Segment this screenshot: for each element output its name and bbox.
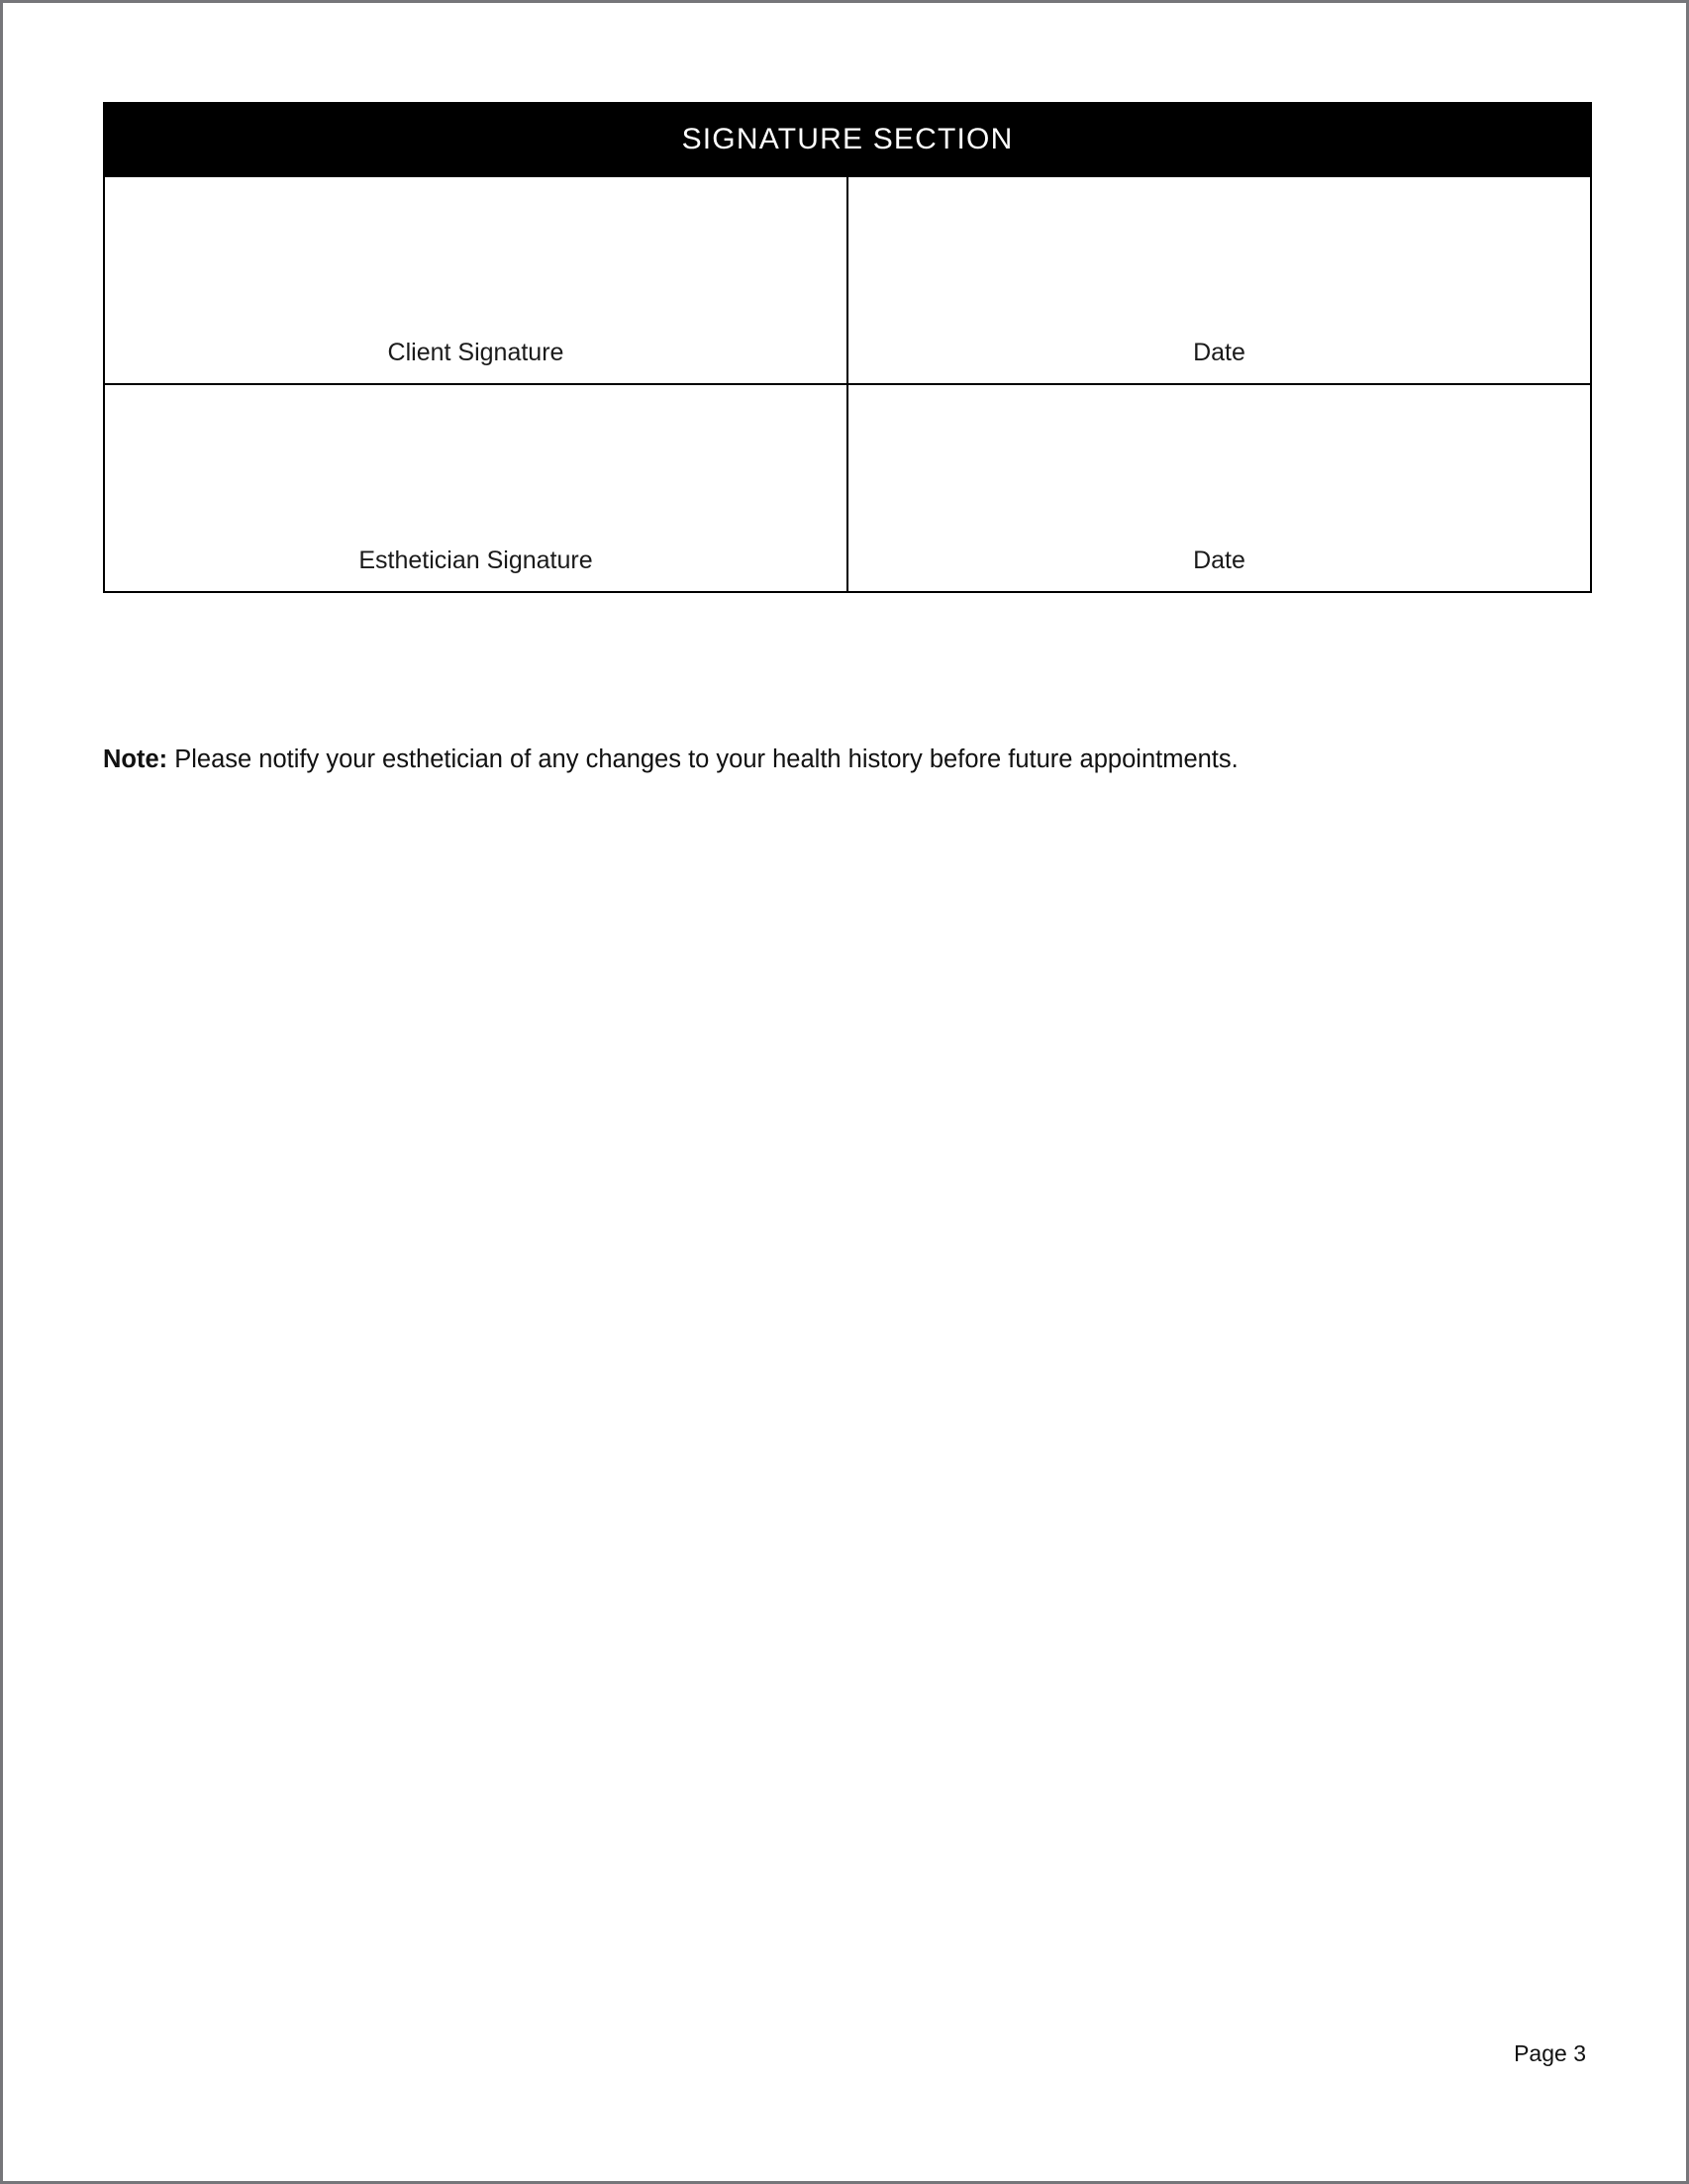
note-paragraph — [103, 743, 1592, 776]
note-text: Please notify your esthetician of any changes to your health history before future appointments. — [167, 745, 1239, 773]
client-date-label: Date — [1193, 339, 1245, 366]
esthetician-date-label: Date — [1193, 546, 1245, 574]
signature-section-title: SIGNATURE SECTION — [104, 103, 1591, 176]
signature-table-head — [104, 103, 1591, 176]
client-signature-label: Client Signature — [387, 339, 564, 366]
note-label: Note: — [103, 745, 168, 773]
esthetician-date-field[interactable] — [847, 384, 1591, 592]
esthetician-signature-field[interactable] — [104, 384, 847, 592]
client-date-field[interactable] — [847, 176, 1591, 384]
signature-header-row — [104, 103, 1591, 176]
table-row — [104, 384, 1591, 592]
page-number-footer: Page 3 — [1514, 2040, 1586, 2066]
signature-section-table — [103, 102, 1592, 593]
signature-table-body — [104, 176, 1591, 592]
client-signature-field[interactable] — [104, 176, 847, 384]
esthetician-signature-label: Esthetician Signature — [358, 546, 593, 574]
table-row — [104, 176, 1591, 384]
